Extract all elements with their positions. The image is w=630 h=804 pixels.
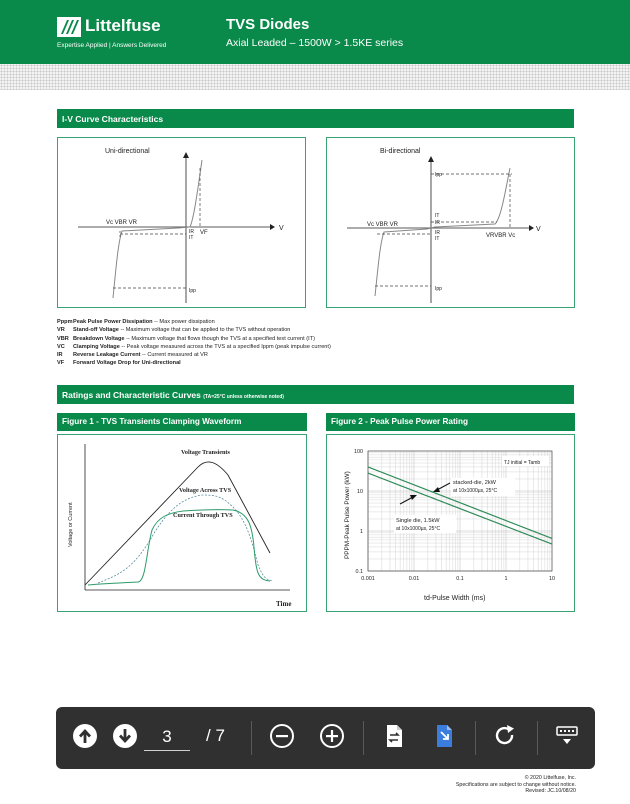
ratings-section-header xyxy=(57,385,574,404)
disclaimer: Specifications are subject to change without notice. xyxy=(455,781,576,788)
fig1-x-label: Time xyxy=(276,600,292,608)
def-name: Clamping Voltage xyxy=(73,343,120,350)
bi-label-ipp-top: Ipp xyxy=(435,172,442,178)
fit-page-button[interactable] xyxy=(381,723,407,749)
zoom-out-button[interactable] xyxy=(269,723,295,749)
uni-x-arrow xyxy=(270,224,275,230)
def-symbol: VF xyxy=(57,360,65,367)
def-desc: -- Peak voltage measured across the TVS at a specified Ippm (peak impulse current) xyxy=(119,343,331,350)
uni-label-vf: VF xyxy=(200,230,208,236)
def-symbol: VBR xyxy=(57,335,69,342)
uni-label-it: IT xyxy=(189,235,194,241)
toolbar-divider xyxy=(537,721,538,755)
definition-row xyxy=(57,335,577,343)
uni-label-vc-vbr-vr: Vc VBR VR xyxy=(106,220,138,226)
fig2-x-tick-label: 1 xyxy=(504,576,508,582)
fig2-y-tick-label: 1 xyxy=(360,529,363,535)
figure1-panel xyxy=(57,434,307,612)
uni-label-v: V xyxy=(279,225,284,232)
fig2-y-tick-label: 10 xyxy=(357,489,363,495)
def-name: Reverse Leakage Current xyxy=(73,352,141,359)
bi-label-vc-vbr-vr: Vc VBR VR xyxy=(367,222,399,228)
ratings-title: Ratings and Characteristic Curves xyxy=(62,390,201,400)
revision: Revised: JC.10/08/20 xyxy=(525,788,576,795)
bi-label-vr-vbr-vc: VRVBR Vc xyxy=(486,233,516,239)
fig1-label-voltage-transients: Voltage Transients xyxy=(181,449,230,456)
figure2-chart xyxy=(327,435,576,613)
brand-tagline: Expertise Applied | Answers Delivered xyxy=(57,42,167,49)
fig1-voltage-transients-line xyxy=(85,462,270,585)
copyright: © 2020 Littelfuse, Inc. xyxy=(524,775,576,781)
arrow-down-circle-icon xyxy=(112,723,138,749)
download-page-button[interactable] xyxy=(431,723,457,749)
more-options-button[interactable] xyxy=(554,723,580,749)
def-symbol: Pppm xyxy=(57,319,73,325)
rotate-clockwise-icon xyxy=(492,723,518,749)
fig1-voltage-across-line xyxy=(98,495,273,583)
arrow-up-circle-icon xyxy=(72,723,98,749)
figure2-header: Figure 2 - Peak Pulse Power Rating xyxy=(326,413,575,431)
bi-label-ipp-bot: Ipp xyxy=(435,286,442,292)
bi-label-ir-top: IR xyxy=(435,220,440,226)
uni-y-arrow xyxy=(183,152,189,158)
page-header xyxy=(0,0,630,64)
fig2-x-tick-label: 0.01 xyxy=(408,576,420,582)
def-symbol: IR xyxy=(57,352,63,359)
fig2-stacked-label-1: stacked-die, 2kW xyxy=(453,480,496,486)
fig2-stacked-label-2: at 10x1000µs, 25°C xyxy=(453,488,498,494)
page-number-input[interactable] xyxy=(144,724,190,751)
fig1-label-voltage-across: Voltage Across TVS xyxy=(179,487,232,494)
definition-row xyxy=(57,318,577,326)
bi-iv-curve xyxy=(375,168,510,296)
fig2-stacked-arrow xyxy=(437,483,450,490)
uni-label-ipp: Ipp xyxy=(189,288,196,294)
uni-directional-iv-panel xyxy=(57,137,306,308)
plus-circle-icon xyxy=(319,723,345,749)
fig2-x-tick-label: 0.1 xyxy=(456,576,464,582)
bi-label-it-top: IT xyxy=(435,213,440,219)
fig2-y-tick-label: 0.1 xyxy=(355,569,363,575)
fig2-grid xyxy=(368,451,552,571)
fig2-x-tick-label: 0.001 xyxy=(361,576,375,582)
fig2-condition: TJ initial = Tamb xyxy=(504,460,541,466)
bi-label-v: V xyxy=(536,226,541,233)
def-desc: -- Current measured at VR xyxy=(140,352,208,359)
def-desc: -- Maximum voltage that flows though the TVS at a specified test current (IT) xyxy=(124,335,315,342)
def-desc: -- Max power dissipation xyxy=(152,319,215,325)
document-download-icon xyxy=(431,723,457,749)
bi-directional-iv-panel xyxy=(326,137,575,308)
document-swap-icon xyxy=(381,723,407,749)
definition-row xyxy=(57,359,577,367)
bi-label-ir-bot: IR xyxy=(435,230,440,236)
fig2-x-label: td-Pulse Width (ms) xyxy=(424,595,486,602)
iv-section-header: I-V Curve Characteristics xyxy=(57,109,574,128)
fig2-single-label-1: Single die, 1.5kW xyxy=(396,518,440,524)
figure2-panel xyxy=(326,434,575,612)
uni-label-ir: IR xyxy=(189,229,194,235)
brand-name: Littelfuse xyxy=(85,16,161,35)
document-subtitle: Axial Leaded – 1500W > 1.5KE series xyxy=(226,37,404,49)
def-desc: -- Maximum voltage that can be applied to the TVS without operation xyxy=(118,327,291,334)
def-name: Forward Voltage Drop for Uni-directional xyxy=(73,360,181,367)
uni-title: Uni-directional xyxy=(105,148,150,155)
toolbar-divider xyxy=(251,721,252,755)
def-name: Stand-off Voltage xyxy=(73,327,119,334)
header-pattern-band xyxy=(0,64,630,90)
next-page-button[interactable] xyxy=(112,723,138,749)
fig2-x-tick-label: 10 xyxy=(549,576,555,582)
littelfuse-logo-icon xyxy=(57,17,81,37)
document-title: TVS Diodes xyxy=(226,16,310,33)
bi-label-it-bot: IT xyxy=(435,236,440,242)
ratings-note: (TA=25°C unless otherwise noted) xyxy=(203,394,284,400)
fig2-single-label-2: at 10x1000µs, 25°C xyxy=(396,526,441,532)
fig2-y-tick-label: 100 xyxy=(354,449,363,455)
def-name: Breakdown Voltage xyxy=(73,335,125,342)
pdf-viewer-toolbar xyxy=(56,707,595,769)
rotate-button[interactable] xyxy=(492,723,518,749)
symbol-definitions xyxy=(57,318,577,368)
def-name: Peak Pulse Power Dissipation xyxy=(73,319,153,325)
fig2-stacked-arrowhead xyxy=(433,487,440,492)
fig2-single-arrowhead xyxy=(410,495,417,500)
definition-row xyxy=(57,326,577,334)
fig1-current-through-line xyxy=(88,510,270,585)
zoom-in-button[interactable] xyxy=(319,723,345,749)
figure1-header: Figure 1 - TVS Transients Clamping Waveform xyxy=(57,413,307,431)
definition-row xyxy=(57,343,577,351)
bi-y-arrow xyxy=(428,156,434,162)
fig2-y-label: PPPM-Peak Pulse Power (kW) xyxy=(344,471,351,559)
fig1-y-label: Voltage or Current xyxy=(68,502,74,547)
keyboard-download-icon xyxy=(554,723,580,749)
fig1-label-current-through: Current Through TVS xyxy=(173,512,233,519)
def-symbol: VR xyxy=(57,327,65,334)
toolbar-divider xyxy=(475,721,476,755)
previous-page-button[interactable] xyxy=(72,723,98,749)
bi-title: Bi-directional xyxy=(380,148,421,155)
page-total: / 7 xyxy=(206,726,225,745)
definition-row xyxy=(57,351,577,359)
def-symbol: VC xyxy=(57,343,65,350)
minus-circle-icon xyxy=(269,723,295,749)
page-footer xyxy=(456,775,576,795)
bi-x-arrow xyxy=(529,225,534,231)
toolbar-divider xyxy=(363,721,364,755)
